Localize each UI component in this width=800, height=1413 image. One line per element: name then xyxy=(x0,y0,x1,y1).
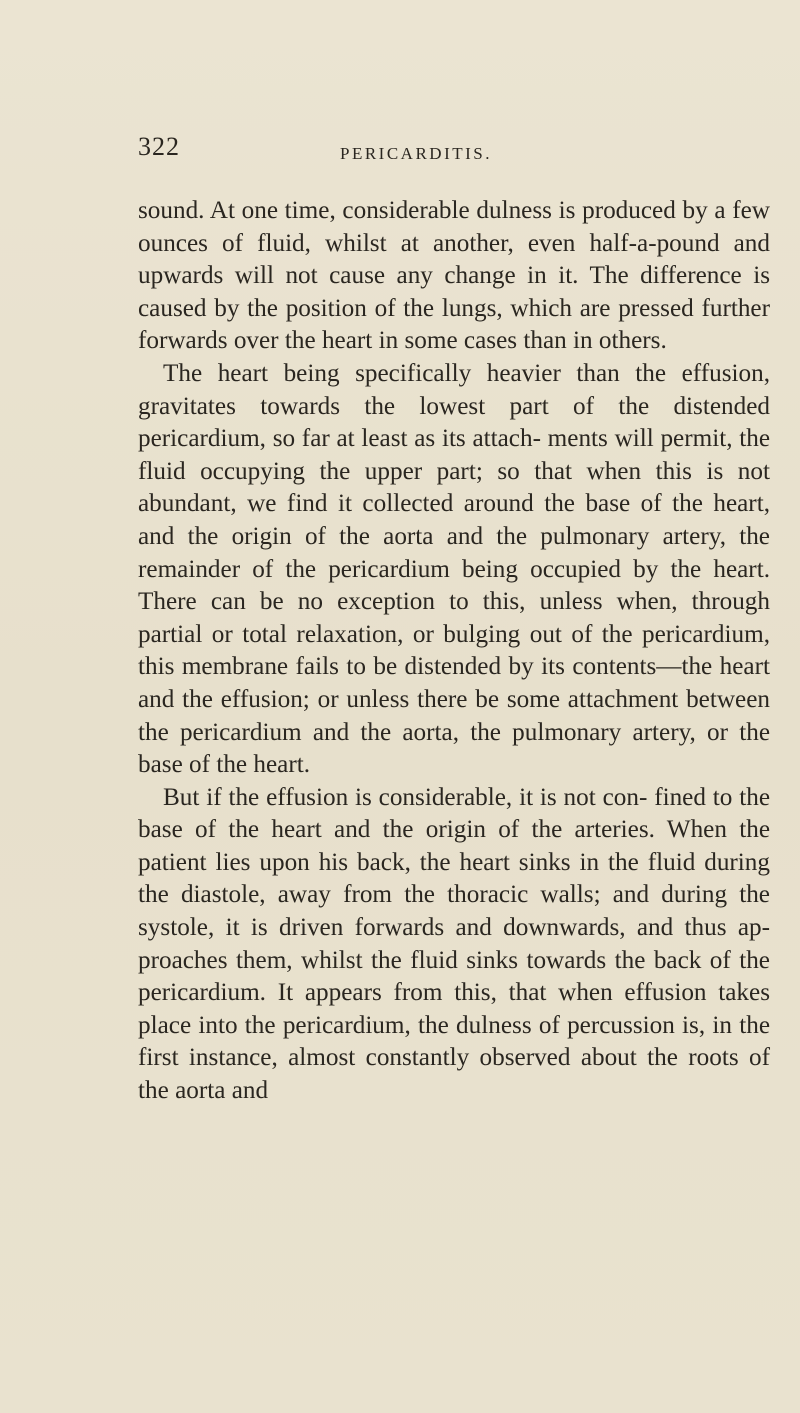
page-number: 322 xyxy=(138,132,180,161)
body-text xyxy=(138,195,770,1108)
page-header xyxy=(0,132,800,166)
paragraph-3: But if the effusion is considerable, it is not con- fined to the base of the heart and the origin of the arteries. When the patient lies upon his back, the heart sinks in the fluid during the diastole, away from the thoracic walls; and during the systole, it is driven forwards and downwards, and thus ap- proaches them, whilst the fluid sinks towards the back of the pericardium. It appears from this, that when effusion takes place into the pericardium, the dulness of percussion is, in the first instance, almost constantly observed about the roots of the aorta and xyxy=(138,783,770,1105)
paragraph-2: The heart being specifically heavier than the effusion, gravitates towards the lowest part of the distended pericardium, so far at least as its attach- ments will permit, the fluid occupying the upper part; so that when this is not abundant, we find it collected around the base of the heart, and the origin of the aorta and the pulmonary artery, the remainder of the pericardium being occupied by the heart. There can be no exception to this, unless when, through partial or total relaxation, or bulging out of the pericardium, this membrane fails to be distended by its contents—the heart and the effusion; or unless there be some attachment between the pericardium and the aorta, the pulmonary artery, or the base of the heart. xyxy=(138,359,770,779)
running-head: PERICARDITIS. xyxy=(340,144,492,163)
paragraph-1: sound. At one time, considerable dulness is produced by a few ounces of fluid, whilst at another, even half-a-pound and upwards will not cause any change in it. The difference is caused by the position of the lungs, which are pressed further forwards over the heart in some cases than in others. xyxy=(138,197,770,355)
